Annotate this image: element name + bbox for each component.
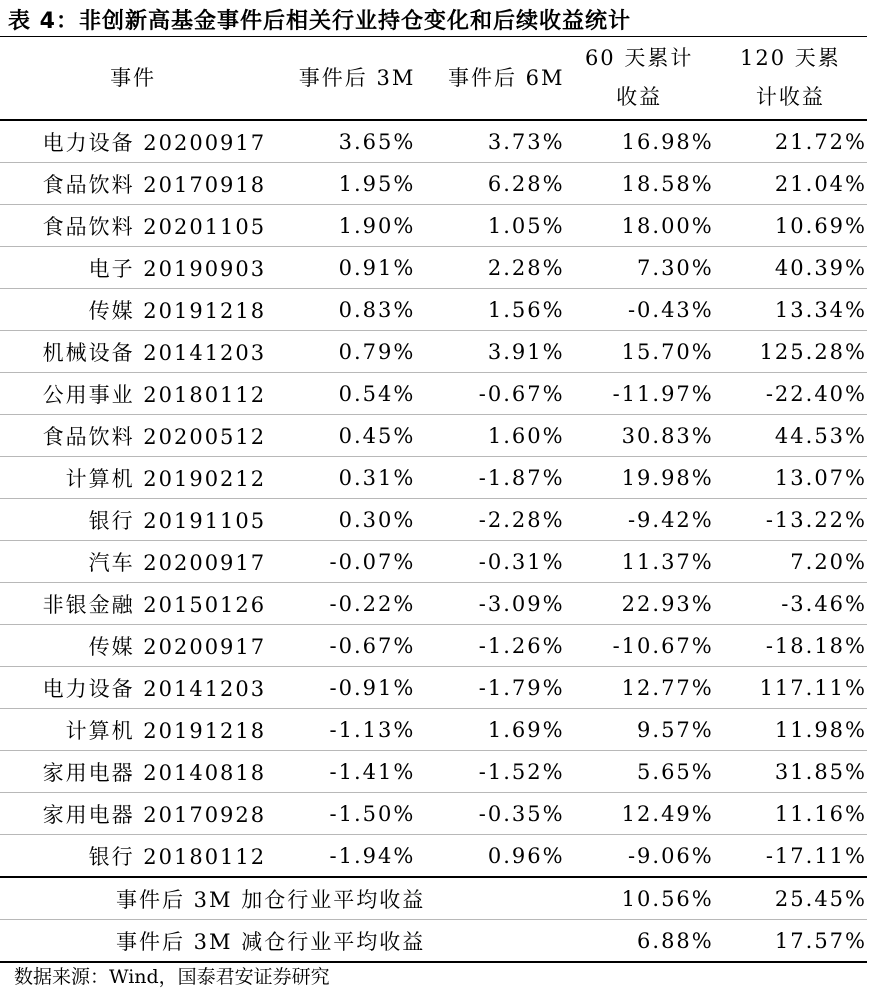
cell-3m: 1.95%: [266, 163, 415, 205]
table-row: [0, 835, 867, 878]
table-row: [0, 541, 867, 583]
cell-6m: -1.26%: [415, 625, 564, 667]
cell-60d: 19.98%: [565, 457, 714, 499]
cell-event: 传媒 20191218: [0, 289, 266, 331]
cell-120d: -3.46%: [714, 583, 867, 625]
header-3m: 事件后 3M: [266, 37, 415, 121]
cell-6m: 6.28%: [415, 163, 564, 205]
cell-120d: -17.11%: [714, 835, 867, 878]
data-source-note: 数据来源：Wind，国泰君安证券研究: [14, 966, 330, 988]
cell-3m: 0.45%: [266, 415, 415, 457]
header-60d-line2: 收益: [616, 85, 663, 109]
cell-6m: -0.67%: [415, 373, 564, 415]
header-120d-line2: 计收益: [755, 85, 825, 109]
cell-6m: 3.73%: [415, 120, 564, 163]
cell-60d: -9.06%: [565, 835, 714, 878]
cell-60d: -10.67%: [565, 625, 714, 667]
cell-60d: 18.00%: [565, 205, 714, 247]
cell-3m: 0.79%: [266, 331, 415, 373]
table-title: 表 4：非创新高基金事件后相关行业持仓变化和后续收益统计: [8, 9, 631, 34]
cell-6m: 1.69%: [415, 709, 564, 751]
cell-event: 电子 20190903: [0, 247, 266, 289]
cell-120d: 21.72%: [714, 120, 867, 163]
cell-6m: -1.52%: [415, 751, 564, 793]
cell-120d: 13.07%: [714, 457, 867, 499]
cell-60d: 7.30%: [565, 247, 714, 289]
cell-event: 银行 20191105: [0, 499, 266, 541]
stats-table: [0, 36, 867, 963]
cell-60d: 5.65%: [565, 751, 714, 793]
cell-120d: 117.11%: [714, 667, 867, 709]
cell-event: 食品饮料 20170918: [0, 163, 266, 205]
table-row: [0, 163, 867, 205]
cell-120d: 11.16%: [714, 793, 867, 835]
cell-3m: 0.83%: [266, 289, 415, 331]
cell-3m: 1.90%: [266, 205, 415, 247]
cell-6m: 3.91%: [415, 331, 564, 373]
cell-event: 电力设备 20141203: [0, 667, 266, 709]
cell-60d: 18.58%: [565, 163, 714, 205]
cell-120d: 125.28%: [714, 331, 867, 373]
cell-3m: 3.65%: [266, 120, 415, 163]
table-row: [0, 751, 867, 793]
table-row: [0, 499, 867, 541]
cell-6m: 1.60%: [415, 415, 564, 457]
cell-3m: -0.22%: [266, 583, 415, 625]
cell-6m: -2.28%: [415, 499, 564, 541]
cell-60d: 12.77%: [565, 667, 714, 709]
cell-event: 家用电器 20140818: [0, 751, 266, 793]
header-60d: [565, 37, 714, 121]
cell-6m: 1.05%: [415, 205, 564, 247]
cell-event: 机械设备 20141203: [0, 331, 266, 373]
cell-6m: -1.79%: [415, 667, 564, 709]
header-120d: [714, 37, 867, 121]
cell-60d: -9.42%: [565, 499, 714, 541]
summary-60d: 6.88%: [565, 920, 714, 963]
cell-120d: 40.39%: [714, 247, 867, 289]
table-row: [0, 709, 867, 751]
cell-60d: 22.93%: [565, 583, 714, 625]
header-60d-line1: 60 天累计: [584, 46, 694, 70]
cell-120d: 10.69%: [714, 205, 867, 247]
cell-6m: 2.28%: [415, 247, 564, 289]
cell-60d: 12.49%: [565, 793, 714, 835]
cell-6m: -0.31%: [415, 541, 564, 583]
cell-event: 食品饮料 20201105: [0, 205, 266, 247]
summary-120d: 25.45%: [714, 877, 867, 920]
table-row: [0, 667, 867, 709]
cell-60d: 15.70%: [565, 331, 714, 373]
cell-event: 非银金融 20150126: [0, 583, 266, 625]
table-row: [0, 247, 867, 289]
cell-event: 计算机 20191218: [0, 709, 266, 751]
cell-event: 计算机 20190212: [0, 457, 266, 499]
cell-event: 食品饮料 20200512: [0, 415, 266, 457]
cell-3m: 0.91%: [266, 247, 415, 289]
table-row: [0, 373, 867, 415]
cell-3m: -1.50%: [266, 793, 415, 835]
cell-120d: 13.34%: [714, 289, 867, 331]
cell-3m: -1.41%: [266, 751, 415, 793]
cell-3m: -1.94%: [266, 835, 415, 878]
cell-3m: -0.07%: [266, 541, 415, 583]
cell-120d: 21.04%: [714, 163, 867, 205]
cell-6m: -1.87%: [415, 457, 564, 499]
table-row: [0, 289, 867, 331]
cell-60d: 30.83%: [565, 415, 714, 457]
table-row: [0, 120, 867, 163]
cell-120d: -22.40%: [714, 373, 867, 415]
header-row: [0, 37, 867, 121]
cell-6m: -3.09%: [415, 583, 564, 625]
summary-row: [0, 877, 867, 920]
summary-label: 事件后 3M 加仓行业平均收益: [0, 877, 565, 920]
header-6m: 事件后 6M: [415, 37, 564, 121]
cell-6m: 0.96%: [415, 835, 564, 878]
cell-3m: -1.13%: [266, 709, 415, 751]
summary-120d: 17.57%: [714, 920, 867, 963]
cell-60d: -11.97%: [565, 373, 714, 415]
cell-6m: 1.56%: [415, 289, 564, 331]
cell-event: 汽车 20200917: [0, 541, 266, 583]
header-event: 事件: [0, 37, 266, 121]
summary-60d: 10.56%: [565, 877, 714, 920]
cell-60d: 11.37%: [565, 541, 714, 583]
cell-120d: 44.53%: [714, 415, 867, 457]
cell-60d: 16.98%: [565, 120, 714, 163]
cell-3m: -0.91%: [266, 667, 415, 709]
table-row: [0, 583, 867, 625]
cell-120d: -13.22%: [714, 499, 867, 541]
cell-6m: -0.35%: [415, 793, 564, 835]
cell-event: 银行 20180112: [0, 835, 266, 878]
cell-event: 传媒 20200917: [0, 625, 266, 667]
cell-120d: 31.85%: [714, 751, 867, 793]
table-row: [0, 793, 867, 835]
cell-event: 电力设备 20200917: [0, 120, 266, 163]
table-row: [0, 625, 867, 667]
table-row: [0, 331, 867, 373]
cell-60d: -0.43%: [565, 289, 714, 331]
cell-3m: 0.30%: [266, 499, 415, 541]
cell-3m: -0.67%: [266, 625, 415, 667]
table-row: [0, 457, 867, 499]
cell-3m: 0.54%: [266, 373, 415, 415]
table-row: [0, 205, 867, 247]
cell-60d: 9.57%: [565, 709, 714, 751]
cell-event: 公用事业 20180112: [0, 373, 266, 415]
cell-3m: 0.31%: [266, 457, 415, 499]
summary-label: 事件后 3M 减仓行业平均收益: [0, 920, 565, 963]
cell-120d: 7.20%: [714, 541, 867, 583]
cell-event: 家用电器 20170928: [0, 793, 266, 835]
table-row: [0, 415, 867, 457]
cell-120d: -18.18%: [714, 625, 867, 667]
cell-120d: 11.98%: [714, 709, 867, 751]
header-120d-line1: 120 天累: [739, 46, 841, 70]
summary-row: [0, 920, 867, 963]
